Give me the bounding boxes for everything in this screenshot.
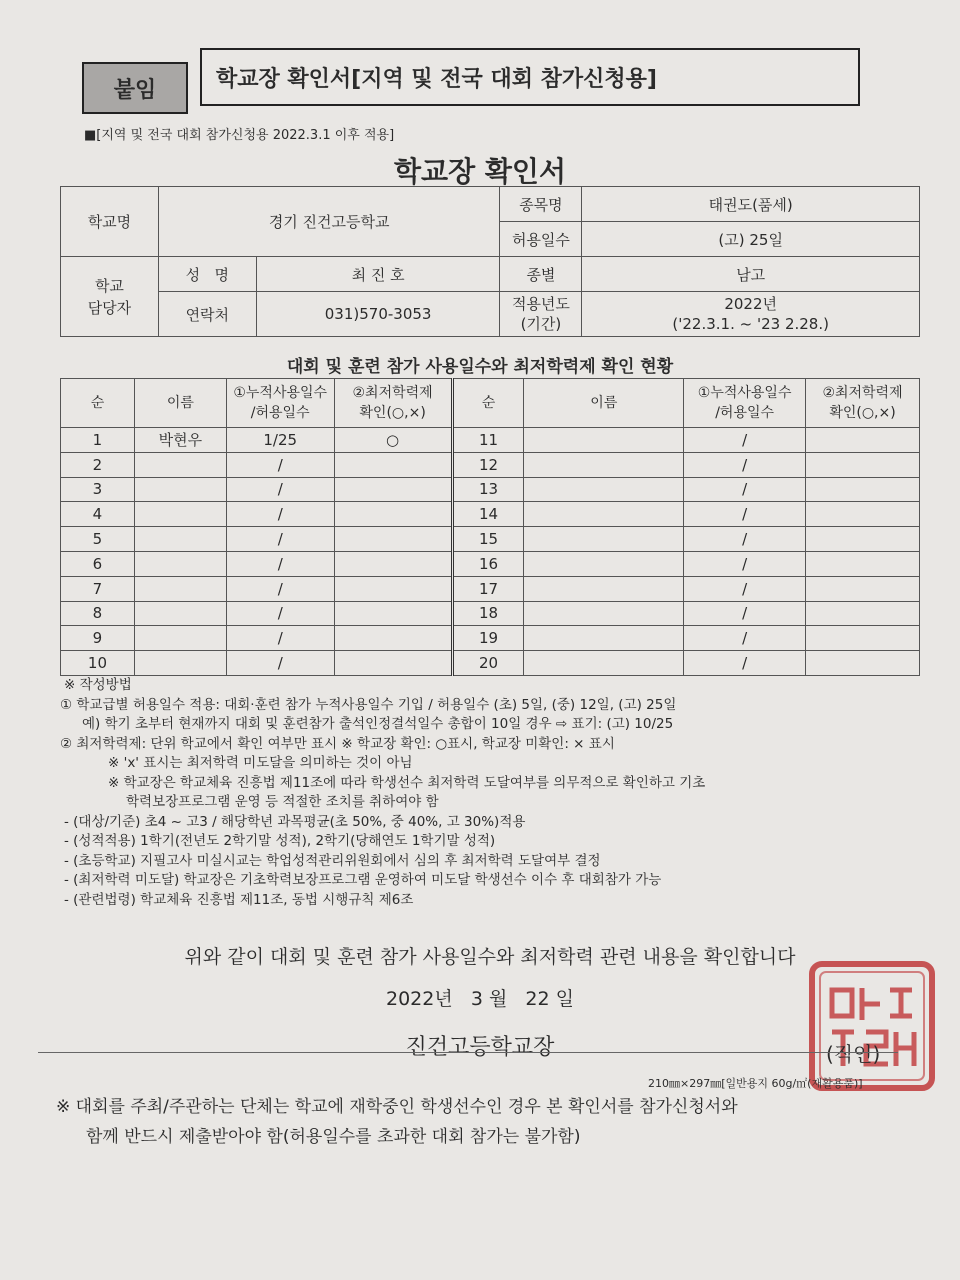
- cell-no: 18: [452, 601, 524, 626]
- cell-days: /: [226, 452, 334, 477]
- cell-check: [334, 452, 452, 477]
- cell-no: 9: [61, 626, 135, 651]
- header-no: 순: [452, 379, 524, 428]
- footer-notice: [56, 1092, 916, 1152]
- seal-label: (직인): [826, 1042, 881, 1066]
- cell-days: /: [684, 527, 806, 552]
- cell-name: [134, 651, 226, 676]
- cell-days: /: [226, 651, 334, 676]
- footer-line: 함께 반드시 제출받아야 함(허용일수를 초과한 대회 참가는 불가함): [86, 1127, 581, 1147]
- guide-title: ※ 작성방법: [64, 677, 132, 693]
- cell-check: [334, 477, 452, 502]
- header-days: ①누적사용일수 /허용일수: [226, 379, 334, 428]
- cell-days: /: [226, 477, 334, 502]
- cell-name: [524, 626, 684, 651]
- header-days: ①누적사용일수 /허용일수: [684, 379, 806, 428]
- guide-dash-item: - (최저학력 미도달) 학교장은 기초학력보장프로그램 운영하여 미도달 학생선수 이수 후 대회참가 가능: [64, 872, 662, 888]
- cell-no: 2: [61, 452, 135, 477]
- cell-name: [524, 551, 684, 576]
- cell-name: [134, 551, 226, 576]
- table-row: [61, 502, 920, 527]
- cell-no: 20: [452, 651, 524, 676]
- school-name-value: 경기 진건고등학교: [158, 187, 500, 257]
- cell-no: 11: [452, 428, 524, 453]
- cell-days: /: [684, 601, 806, 626]
- cell-check: [806, 502, 920, 527]
- cell-name: [524, 452, 684, 477]
- cell-no: 12: [452, 452, 524, 477]
- cell-name: [134, 477, 226, 502]
- table-row: [61, 428, 920, 453]
- cell-days: /: [684, 626, 806, 651]
- guide-note: ※ 학교장은 학교체육 진흥법 제11조에 따라 학생선수 최저학력 도달여부를 의무적으로 확인하고 기초: [108, 774, 706, 791]
- cell-name: [134, 452, 226, 477]
- guide-dash-item: - (성적적용) 1학기(전년도 2학기말 성적), 2학기(당해연도 1학기말 성적): [64, 833, 496, 849]
- issue-date: 2022년 3 월 22 일: [386, 988, 574, 1010]
- divider: [38, 1052, 898, 1053]
- cell-name: [524, 502, 684, 527]
- event-label: 종목명: [500, 187, 582, 222]
- table-row: [61, 452, 920, 477]
- official-seal-icon: [808, 960, 936, 1092]
- cell-name: [134, 527, 226, 552]
- allowed-days-value: (고) 25일: [582, 222, 920, 257]
- cell-no: 4: [61, 502, 135, 527]
- cell-no: 15: [452, 527, 524, 552]
- header-check: ②최저학력제 확인(○,×): [806, 379, 920, 428]
- cell-name: [134, 601, 226, 626]
- cell-check: [334, 502, 452, 527]
- cell-name: [524, 576, 684, 601]
- cell-days: /: [684, 651, 806, 676]
- cell-check: [806, 626, 920, 651]
- guide-note: 학력보장프로그램 운영 등 적절한 조치를 취하여야 함: [126, 794, 439, 810]
- cell-check: [806, 551, 920, 576]
- cell-no: 10: [61, 651, 135, 676]
- cell-name: [524, 527, 684, 552]
- cell-days: /: [226, 551, 334, 576]
- cell-check: [806, 601, 920, 626]
- school-info-table: [60, 186, 920, 337]
- cell-no: 13: [452, 477, 524, 502]
- cell-check: [806, 452, 920, 477]
- cell-check: [806, 576, 920, 601]
- section-title: 대회 및 훈련 참가 사용일수와 최저학력제 확인 현황: [286, 357, 674, 377]
- cell-no: 8: [61, 601, 135, 626]
- confirmation-statement: 위와 같이 대회 및 훈련 참가 사용일수와 최저학력 관련 내용을 확인합니다: [184, 946, 796, 968]
- cell-days: /: [684, 551, 806, 576]
- year-value: 2022년 ('22.3.1. ~ '23 2.28.): [582, 292, 920, 337]
- cell-no: 3: [61, 477, 135, 502]
- principal-title: 진건고등학교장: [405, 1035, 555, 1060]
- guide-dash-item: - (관련법령) 학교체육 진흥법 제11조, 동법 시행규칙 제6조: [64, 891, 414, 908]
- manager-label: 학교 담당자: [61, 257, 159, 337]
- guide-dash-item: - (대상/기준) 초4 ~ 고3 / 해당학년 과목평균(초 50%, 중 40%, 고 30%)적용: [64, 813, 526, 830]
- gender-value: 남고: [582, 257, 920, 292]
- guide-item-2: ② 최저학력제: 단위 학교에서 확인 여부만 표시 ※ 학교장 확인: ○표시, 학교장 미확인: × 표시: [60, 735, 615, 752]
- table-row: [61, 601, 920, 626]
- cell-no: 5: [61, 527, 135, 552]
- cell-check: [806, 527, 920, 552]
- cell-days: /: [226, 527, 334, 552]
- cell-days: /: [684, 428, 806, 453]
- guide-note: ※ 'x' 표시는 최저학력 미도달을 의미하는 것이 아님: [108, 755, 413, 771]
- header-name: 이름: [134, 379, 226, 428]
- manager-name-value: 최 진 호: [256, 257, 500, 292]
- cell-check: [806, 428, 920, 453]
- cell-check: [806, 651, 920, 676]
- guide-item-1: ① 학교급별 허용일수 적용: 대회·훈련 참가 누적사용일수 기입 / 허용일수 (초) 5일, (중) 12일, (고) 25일: [60, 696, 677, 713]
- cell-no: 7: [61, 576, 135, 601]
- cell-days: /: [226, 502, 334, 527]
- attachment-label: 붙임: [82, 62, 188, 114]
- form-title-box: 학교장 확인서[지역 및 전국 대회 참가신청용]: [200, 48, 860, 106]
- cell-days: /: [226, 601, 334, 626]
- school-name-label: 학교명: [61, 187, 159, 257]
- cell-name: 박현우: [134, 428, 226, 453]
- contact-value: 031)570-3053: [256, 292, 500, 337]
- table-row: [61, 651, 920, 676]
- manager-name-label: 성 명: [158, 257, 256, 292]
- header-no: 순: [61, 379, 135, 428]
- allowed-days-label: 허용일수: [500, 222, 582, 257]
- cell-no: 6: [61, 551, 135, 576]
- cell-days: /: [684, 477, 806, 502]
- table-row: [61, 527, 920, 552]
- year-label: 적용년도 (기간): [500, 292, 582, 337]
- cell-days: /: [226, 576, 334, 601]
- cell-check: [334, 527, 452, 552]
- cell-name: [134, 502, 226, 527]
- cell-no: 16: [452, 551, 524, 576]
- table-row: [61, 551, 920, 576]
- cell-no: 1: [61, 428, 135, 453]
- header-check: ②최저학력제 확인(○,×): [334, 379, 452, 428]
- footer-line: ※ 대회를 주최/주관하는 단체는 학교에 재학중인 학생선수인 경우 본 확인서를 참가신청서와: [56, 1097, 738, 1117]
- cell-check: [334, 601, 452, 626]
- guide-dash-item: - (초등학교) 지필고사 미실시교는 학업성적관리위원회에서 심의 후 최저학력 도달여부 결정: [64, 852, 601, 869]
- cell-days: /: [684, 576, 806, 601]
- event-value: 태권도(품세): [582, 187, 920, 222]
- cell-days: 1/25: [226, 428, 334, 453]
- gender-label: 종별: [500, 257, 582, 292]
- table-row: [61, 626, 920, 651]
- table-row: [61, 576, 920, 601]
- cell-name: [524, 477, 684, 502]
- contact-label: 연락처: [158, 292, 256, 337]
- cell-name: [134, 576, 226, 601]
- cell-name: [524, 651, 684, 676]
- guide-item-1-example: 예) 학기 초부터 현재까지 대회 및 훈련참가 출석인정결석일수 총합이 10일 경우 ⇨ 표기: (고) 10/25: [82, 716, 674, 732]
- cell-days: /: [684, 502, 806, 527]
- cell-name: [524, 601, 684, 626]
- cell-check: [806, 477, 920, 502]
- cell-check: [334, 551, 452, 576]
- cell-name: [524, 428, 684, 453]
- document-title: 학교장 확인서: [393, 155, 567, 188]
- cell-no: 17: [452, 576, 524, 601]
- cell-days: /: [684, 452, 806, 477]
- cell-name: [134, 626, 226, 651]
- cell-check: [334, 651, 452, 676]
- paper-spec: 210㎜×297㎜[일반용지 60g/㎡(재활용품)]: [648, 1077, 863, 1090]
- writing-guide: [60, 676, 920, 910]
- header-name: 이름: [524, 379, 684, 428]
- cell-days: /: [226, 626, 334, 651]
- participation-table: [60, 378, 920, 676]
- table-row: [61, 477, 920, 502]
- cell-check: [334, 576, 452, 601]
- applicability-note: ■[지역 및 전국 대회 참가신청용 2022.3.1 이후 적용]: [84, 128, 395, 143]
- cell-no: 19: [452, 626, 524, 651]
- cell-check: [334, 626, 452, 651]
- cell-check: ○: [334, 428, 452, 453]
- cell-no: 14: [452, 502, 524, 527]
